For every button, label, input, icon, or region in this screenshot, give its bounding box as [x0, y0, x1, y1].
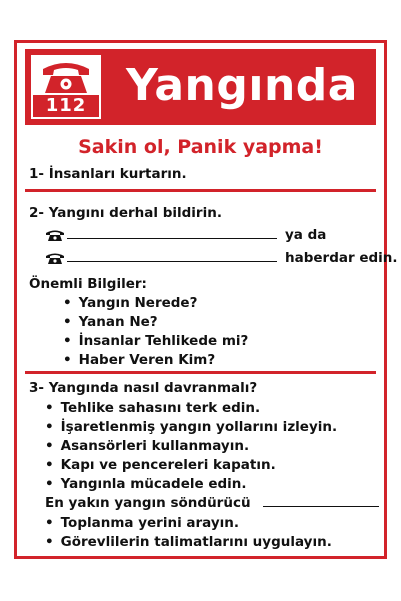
phone-line-suffix: ya da	[285, 227, 327, 243]
extinguisher-label: En yakın yangın söndürücü	[45, 495, 251, 511]
telephone-icon	[45, 229, 65, 241]
info-heading: Önemli Bilgiler:	[29, 276, 147, 292]
behavior-item: • Toplanma yerini arayın.	[45, 514, 239, 532]
extinguisher-fill-line	[263, 494, 379, 507]
behavior-item: • Görevlilerin talimatlarını uygulayın.	[45, 533, 332, 551]
info-item: • Yanan Ne?	[63, 313, 158, 331]
behavior-item: • Tehlike sahasını terk edin.	[45, 399, 260, 417]
subtitle: Sakin ol, Panik yapma!	[78, 136, 323, 158]
emergency-phone-badge	[31, 55, 101, 119]
fire-safety-sign	[14, 40, 398, 559]
telephone-icon	[45, 252, 65, 264]
behavior-item: • Kapı ve pencereleri kapatın.	[45, 456, 276, 474]
phone-line-2	[45, 249, 398, 267]
info-item: • İnsanlar Tehlikede mi?	[63, 332, 248, 350]
extinguisher-row	[45, 494, 387, 512]
behavior-item: • İşaretlenmiş yangın yollarını izleyin.	[45, 418, 337, 436]
emergency-number: 112	[33, 95, 99, 117]
phone-line-suffix: haberdar edin.	[285, 250, 398, 266]
info-item: • Haber Veren Kim?	[63, 351, 215, 369]
phone-fill-line	[67, 226, 277, 239]
sign-header	[25, 49, 376, 125]
behavior-item: • Asansörleri kullanmayın.	[45, 437, 249, 455]
divider-2	[25, 371, 376, 374]
telephone-icon	[37, 59, 95, 95]
step-2-heading: 2- Yangını derhal bildirin.	[29, 205, 222, 221]
step-3-heading: 3- Yangında nasıl davranmalı?	[29, 380, 258, 396]
info-item: • Yangın Nerede?	[63, 294, 197, 312]
sign-title: Yangında	[126, 60, 358, 111]
phone-line-1	[45, 226, 326, 244]
step-1: 1- İnsanları kurtarın.	[29, 166, 187, 182]
divider-1	[25, 189, 376, 192]
phone-fill-line	[67, 249, 277, 262]
behavior-item: • Yangınla mücadele edin.	[45, 475, 247, 493]
